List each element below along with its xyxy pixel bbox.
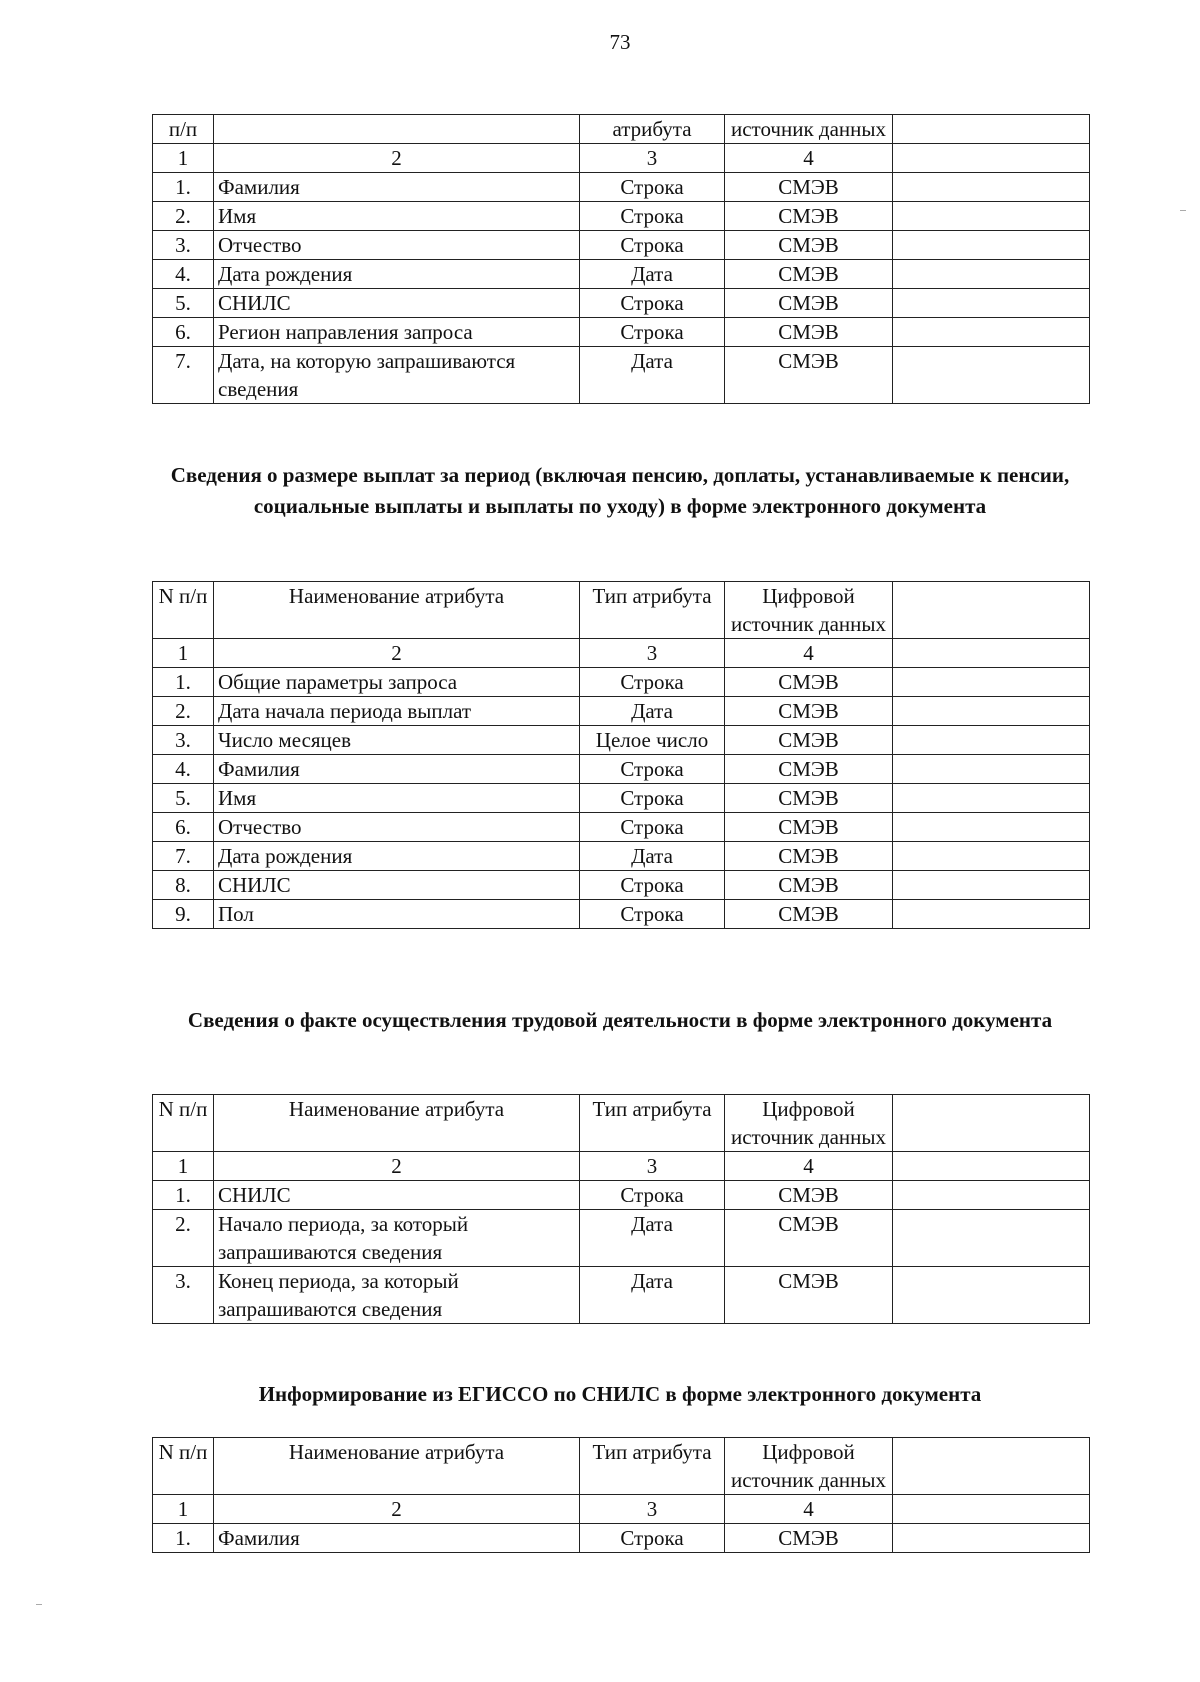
table-cell [893, 1267, 1090, 1324]
table-cell: Дата [580, 347, 725, 404]
table-cell: Строка [580, 755, 725, 784]
table-cell: Тип атрибута [580, 1095, 725, 1152]
table-cell: Строка [580, 173, 725, 202]
table-cell: Тип атрибута [580, 1438, 725, 1495]
table-cell: Конец периода, за который запрашиваются сведения [214, 1267, 580, 1324]
table-cell: Тип атрибута [580, 582, 725, 639]
table-cell: Регион направления запроса [214, 318, 580, 347]
table-cell [893, 784, 1090, 813]
table-cell [214, 582, 580, 639]
header-label: Наименование атрибута [288, 584, 505, 608]
table-cell: источник данных [725, 115, 893, 144]
table-cell [893, 1181, 1090, 1210]
table-cell: Строка [580, 289, 725, 318]
table-cell: 2 [214, 1495, 580, 1524]
table-cell: СМЭВ [725, 231, 893, 260]
table-cell: Цифровой источник данных [725, 1095, 893, 1152]
table-cell: Начало периода, за который запрашиваются сведения [214, 1210, 580, 1267]
table-cell: СНИЛС [214, 1181, 580, 1210]
table-header [153, 1438, 1090, 1495]
table-cell: 8. [153, 871, 214, 900]
table-cell: Имя [214, 784, 580, 813]
table-cell: СМЭВ [725, 1267, 893, 1324]
table-index-row [153, 639, 1090, 668]
table-cell: 3. [153, 1267, 214, 1324]
table-row [153, 900, 1090, 929]
table-cell: 1 [153, 1152, 214, 1181]
table-cell: СМЭВ [725, 1524, 893, 1553]
table-cell: Строка [580, 871, 725, 900]
table-cell [893, 289, 1090, 318]
table-index-row [153, 1152, 1090, 1181]
table-cell [893, 1152, 1090, 1181]
table-cell: Фамилия [214, 755, 580, 784]
table-cell [893, 639, 1090, 668]
table-cell [893, 726, 1090, 755]
table-cell [893, 1524, 1090, 1553]
table-row [153, 202, 1090, 231]
table-cell: СМЭВ [725, 871, 893, 900]
table-cell: Дата [580, 1267, 725, 1324]
table-cell: 2 [214, 1152, 580, 1181]
table-cell: Дата, на которую запрашиваются сведения [214, 347, 580, 404]
table-cell: 4 [725, 1495, 893, 1524]
table-cell: 4. [153, 260, 214, 289]
table-cell: Строка [580, 202, 725, 231]
header-row [153, 582, 1090, 639]
header-label: Наименование атрибута [288, 1097, 505, 1121]
table-cell [893, 144, 1090, 173]
table-cell: 2 [214, 144, 580, 173]
table-cell: 7. [153, 347, 214, 404]
table-row [153, 347, 1090, 404]
table-cell [893, 318, 1090, 347]
table-cell: 7. [153, 842, 214, 871]
section-title-employment: Сведения о факте осуществления трудовой деятельности в форме электронного документа [187, 1008, 1053, 1032]
index-row [153, 144, 1090, 173]
table-cell: Цифровой источник данных [725, 1438, 893, 1495]
table-cell: СМЭВ [725, 289, 893, 318]
table-cell: СМЭВ [725, 668, 893, 697]
table-cell: 6. [153, 318, 214, 347]
table-cell: СМЭВ [725, 784, 893, 813]
table-cell: Отчество [214, 231, 580, 260]
table-cell: Дата [580, 842, 725, 871]
table-cell [214, 1095, 580, 1152]
table-cell: N п/п [153, 582, 214, 639]
table-cell: Дата рождения [214, 842, 580, 871]
table-row [153, 1524, 1090, 1553]
index-row [153, 1495, 1090, 1524]
table-cell: 3. [153, 726, 214, 755]
table-index-row [153, 1495, 1090, 1524]
table-cell: СМЭВ [725, 813, 893, 842]
table-row [153, 231, 1090, 260]
table-cell: 5. [153, 289, 214, 318]
table-cell: Целое число [580, 726, 725, 755]
table-cell: Фамилия [214, 1524, 580, 1553]
table-cell [893, 871, 1090, 900]
table-cell: Строка [580, 668, 725, 697]
table-egisso-attributes [152, 1437, 1090, 1553]
table-cell: 3 [580, 1152, 725, 1181]
table-cell: 3 [580, 639, 725, 668]
scan-mark [36, 1604, 42, 1605]
table-cell [893, 813, 1090, 842]
table-cell [214, 1438, 580, 1495]
table-cell: Пол [214, 900, 580, 929]
table-row [153, 289, 1090, 318]
section-title-payments: Сведения о размере выплат за период (включая пенсию, доплаты, устанавливаемые к пенсии, социальные выплаты и выплаты по уходу) в форме электронного документа [170, 463, 1070, 518]
table-index-row [153, 144, 1090, 173]
table-cell: СМЭВ [725, 1210, 893, 1267]
table-cell [893, 173, 1090, 202]
table-cell: 4. [153, 755, 214, 784]
table-cell [893, 260, 1090, 289]
table-cell [893, 582, 1090, 639]
table-cell: 1. [153, 173, 214, 202]
table-cell: 1. [153, 668, 214, 697]
index-row [153, 639, 1090, 668]
table-cell: п/п [153, 115, 214, 144]
table-cell: 2 [214, 639, 580, 668]
table-cell: Строка [580, 231, 725, 260]
table-cell [893, 202, 1090, 231]
table-cell: 4 [725, 1152, 893, 1181]
table-cell: Строка [580, 1524, 725, 1553]
table-cell: СНИЛС [214, 289, 580, 318]
table-body [153, 1524, 1090, 1553]
section-title-egisso: Информирование из ЕГИССО по СНИЛС в форме электронного документа [258, 1382, 982, 1406]
table-cell [893, 1438, 1090, 1495]
table-body [153, 173, 1090, 404]
scan-mark [1180, 210, 1186, 211]
table-cell: 1. [153, 1524, 214, 1553]
table-cell: Строка [580, 1181, 725, 1210]
table-cell: СМЭВ [725, 318, 893, 347]
table-row [153, 842, 1090, 871]
table-row [153, 1210, 1090, 1267]
table-cell: 4 [725, 144, 893, 173]
table-cell: Строка [580, 784, 725, 813]
table-cell: Дата начала периода выплат [214, 697, 580, 726]
table-cell: 3 [580, 144, 725, 173]
table-cell [214, 115, 580, 144]
table-cell: СМЭВ [725, 1181, 893, 1210]
table-row [153, 260, 1090, 289]
table-row [153, 697, 1090, 726]
table-cell: 5. [153, 784, 214, 813]
table-cell [893, 900, 1090, 929]
table-row [153, 755, 1090, 784]
table-cell: Имя [214, 202, 580, 231]
table-cell: СМЭВ [725, 173, 893, 202]
table-cell [893, 1095, 1090, 1152]
table-cell: СМЭВ [725, 726, 893, 755]
table-cell: 2. [153, 697, 214, 726]
table-cell: СМЭВ [725, 842, 893, 871]
table-cell [893, 1495, 1090, 1524]
table-cell: атрибута [580, 115, 725, 144]
table-cell: Строка [580, 318, 725, 347]
table-row [153, 668, 1090, 697]
table-cell: СМЭВ [725, 697, 893, 726]
table-cell: 1 [153, 144, 214, 173]
table-row [153, 1181, 1090, 1210]
table-cell: Дата [580, 1210, 725, 1267]
table-row [153, 173, 1090, 202]
table-cell: 1 [153, 1495, 214, 1524]
table-cell: 1 [153, 639, 214, 668]
table-cell: 3. [153, 231, 214, 260]
table-payments-attributes [152, 581, 1090, 929]
header-row [153, 115, 1090, 144]
table-header [153, 115, 1090, 144]
table-cell: 1. [153, 1181, 214, 1210]
table-cell: Строка [580, 813, 725, 842]
table-row [153, 726, 1090, 755]
table-cell: 2. [153, 202, 214, 231]
table-body [153, 1181, 1090, 1324]
table-cell: СМЭВ [725, 260, 893, 289]
table-cell: Общие параметры запроса [214, 668, 580, 697]
table-cell [893, 842, 1090, 871]
table-row [153, 1267, 1090, 1324]
table-cell: Дата [580, 260, 725, 289]
table-cell: 3 [580, 1495, 725, 1524]
table-row [153, 318, 1090, 347]
table-employment-attributes [152, 1094, 1090, 1324]
table-row [153, 813, 1090, 842]
table-cell [893, 1210, 1090, 1267]
table-cell: Число месяцев [214, 726, 580, 755]
table-cell: Дата рождения [214, 260, 580, 289]
header-row [153, 1438, 1090, 1495]
table-cell: Дата [580, 697, 725, 726]
page-number: 73 [609, 30, 631, 54]
table-cell: 2. [153, 1210, 214, 1267]
table-cell [893, 347, 1090, 404]
table-row [153, 784, 1090, 813]
table-cell: 6. [153, 813, 214, 842]
table-cell: 9. [153, 900, 214, 929]
table-cell: СМЭВ [725, 202, 893, 231]
table-cell: N п/п [153, 1438, 214, 1495]
table-body [153, 668, 1090, 929]
table-continued-attributes [152, 114, 1090, 404]
table-cell: 4 [725, 639, 893, 668]
table-cell [893, 755, 1090, 784]
table-cell: Фамилия [214, 173, 580, 202]
table-header [153, 1095, 1090, 1152]
table-cell: СМЭВ [725, 900, 893, 929]
table-cell [893, 231, 1090, 260]
table-cell: Цифровой источник данных [725, 582, 893, 639]
table-cell [893, 115, 1090, 144]
index-row [153, 1152, 1090, 1181]
table-cell: СМЭВ [725, 755, 893, 784]
table-row [153, 871, 1090, 900]
header-row [153, 1095, 1090, 1152]
table-cell [893, 697, 1090, 726]
table-cell: СНИЛС [214, 871, 580, 900]
table-cell [893, 668, 1090, 697]
table-cell: N п/п [153, 1095, 214, 1152]
table-header [153, 582, 1090, 639]
table-cell: Отчество [214, 813, 580, 842]
header-label: Наименование атрибута [288, 1440, 505, 1464]
table-cell: Строка [580, 900, 725, 929]
table-cell: СМЭВ [725, 347, 893, 404]
